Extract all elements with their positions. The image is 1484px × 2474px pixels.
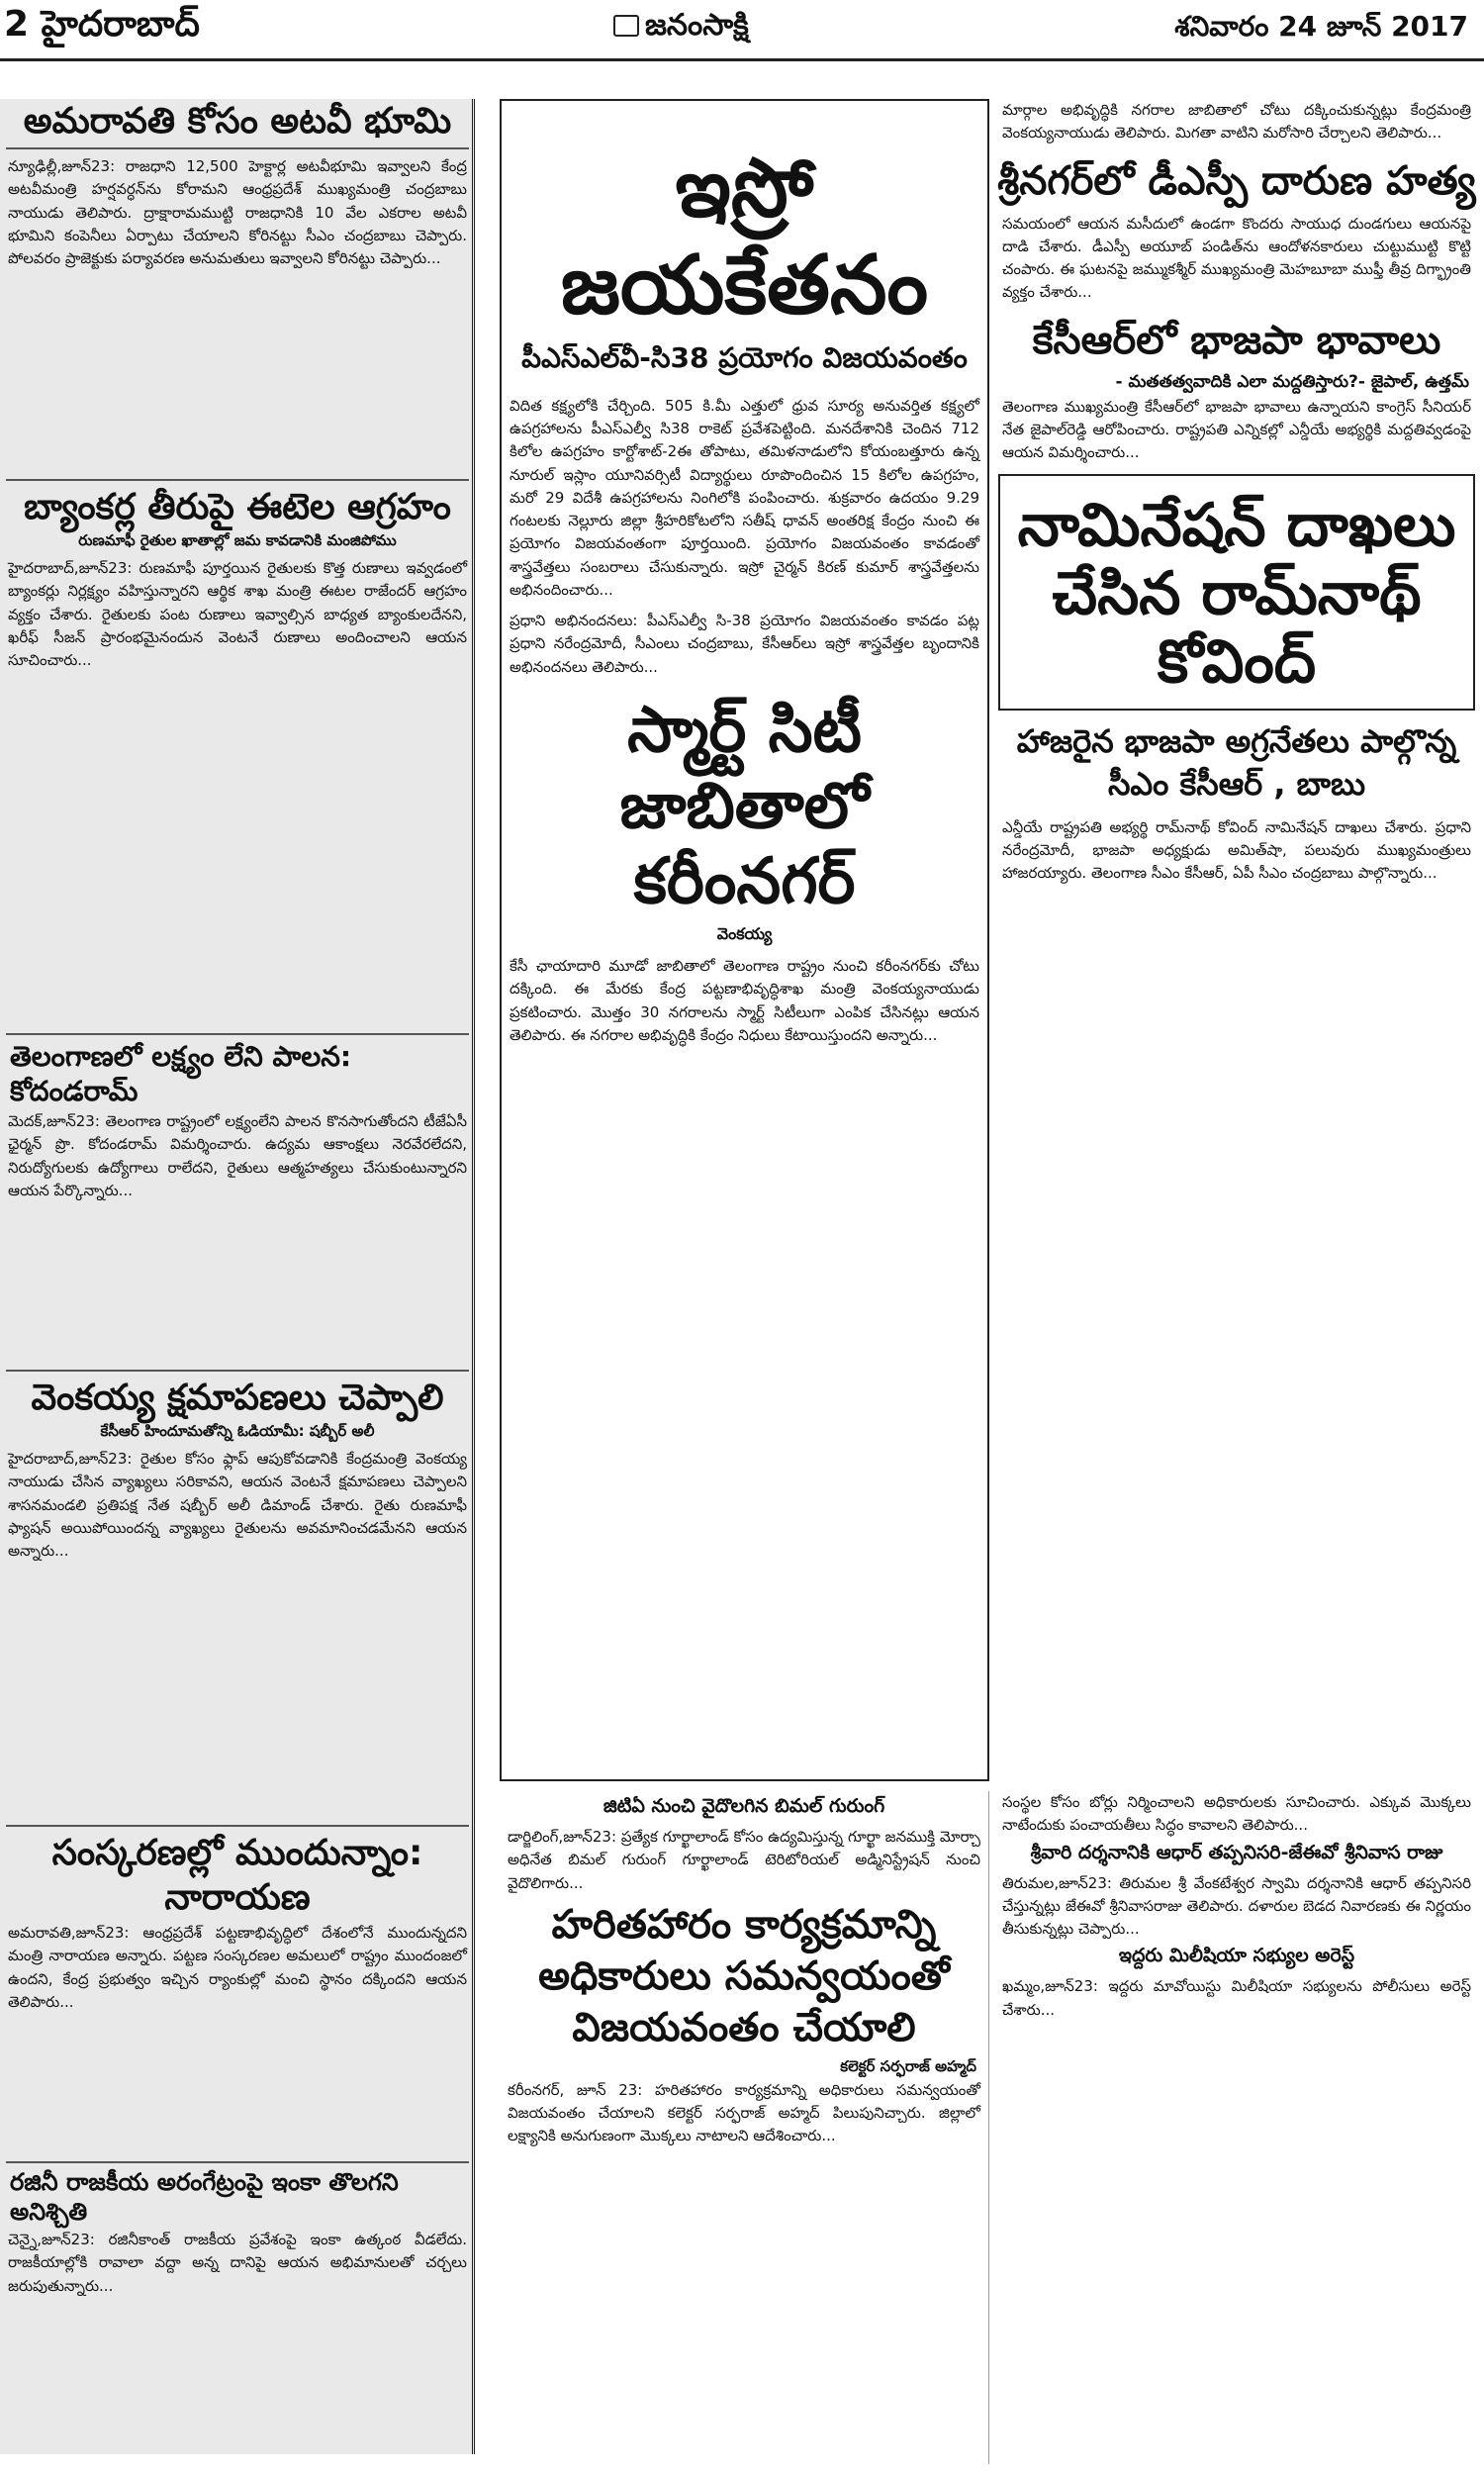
srinagar-body: సమయంలో ఆయన మసీదులో ఉండగా కొందరు సాయుధ దుండగులు ఆయనపై దాడి చేశారు. డీఎస్పీ అయూబ్‌ పండిత్‌ను ఆందోళనకారులు చుట్టుముట్టి కొట్టి చంపారు. ఈ ఘటనపై జమ్ముకశ్మీర్ ముఖ్యమంత్రి మెహబూబా ముఫ్తీ తీవ్ర దిగ్భ్రాంతి వ్యక్తం చేశారు... bbox=[1002, 214, 1471, 302]
divider bbox=[6, 1370, 469, 1372]
article-kodandaram bbox=[0, 1029, 475, 1366]
article-rajini bbox=[0, 2157, 475, 2454]
militia-arrest-headline: ఇద్దరు మిలీషియా సభ్యుల అరెస్ట్ bbox=[1118, 1945, 1355, 1967]
article-bankers bbox=[0, 475, 475, 1029]
kcr-bjp-headline: కేసీఆర్‌లో భాజపా భావాలు bbox=[1032, 317, 1441, 363]
paper-name-text: జనంసాక్షి bbox=[645, 8, 749, 43]
sidebar bbox=[0, 99, 475, 2454]
article-headline: తెలంగాణలో లక్ష్యం లేని పాలన: కోదండరామ్‌ bbox=[10, 1040, 352, 1107]
issue-date: శనివారం 24 జూన్ 2017 bbox=[1174, 10, 1468, 43]
lead-story-box bbox=[500, 99, 989, 1781]
article-body: హైదరాబాద్,జూన్23: రుణమాఫీ పూర్తయిన రైతులకు కొత్త రుణాలు ఇవ్వడంలో బ్యాంకర్లు నిర్లక్ష్యం వహిస్తున్నారని ఆర్థిక శాఖ మంత్రి ఈటల రాజేందర్ ఆగ్రహం వ్యక్తం చేశారు. రైతులకు పంట రుణాలు ఇవ్వాల్సిన బాధ్యత బ్యాంకులదేనని, ఖరీఫ్‌ సీజన్‌ ప్రారంభమైనందున వెంటనే రుణాలు అందించాలని ఆయన సూచించారు... bbox=[8, 559, 467, 669]
article-body: న్యూఢిల్లీ,జూన్23: రాజధాని 12,500 హెక్టార్ల అటవీభూమి ఇవ్వాలని కేంద్ర అటవీమంత్రి హర్షవర్ధన్‌ను కోరామని ఆంధ్రప్రదేశ్‌ ముఖ్యమంత్రి చంద్రబాబు నాయుడు తెలిపారు. ద్రాక్షారామముట్టి రాజధానికి 10 వేల ఎకరాల అటవీ భూమిని కంపెనీలు ఏర్పాటు చేయాలని కోరినట్టు సీఎం చంద్రబాబు చెప్పారు. పోలవరం ప్రాజెక్టుకు పర్యావరణ అనుమతులు ఇవ్వాలని కోరినట్టు చెప్పారు... bbox=[8, 157, 467, 267]
page-label: 2 హైదరాబాద్ bbox=[4, 4, 200, 45]
article-subhead: రుణమాఫీ రైతుల ఖాతాల్లో జమ కావడానికి మంజిపోము bbox=[78, 531, 397, 549]
kovind-subheadline: హాజరైన భాజపా అగ్రనేతలు పాల్గొన్న సీఎం కేసీఆర్ , బాబు bbox=[1016, 722, 1457, 804]
lead-headline: ఇస్రో జయకేతనం bbox=[560, 142, 929, 333]
kcr-bjp-strap: - మతతత్వవాదికి ఎలా మద్దతిస్తారు?- జైపాల్‌, ఉత్తమ్‌ bbox=[1115, 371, 1469, 392]
divider bbox=[6, 2161, 469, 2163]
right-column bbox=[994, 99, 1479, 1781]
article-headline: రజినీ రాజకీయ అరంగేట్రంపై ఇంకా తొలగని అనిశ్చితి bbox=[10, 2168, 399, 2226]
divider bbox=[6, 1825, 469, 1827]
article-headline: వెంకయ్య క్షమాపణలు చెప్పాలి bbox=[31, 1378, 444, 1418]
masthead bbox=[0, 0, 1484, 61]
lead-body-continued: ప్రధాని అభినందనలు: పీఎస్‌ఎల్వీ సి-38 ప్రయోగం విజయవంతం కావడం పట్ల ప్రధాని నరేంద్రమోదీ, సీఎంలు చంద్రబాబు, కేసీఆర్‌లు ఇస్రో శాస్త్రవేత్తల బృందానికి అభినందనలు తెలిపారు... bbox=[510, 612, 979, 676]
article-body: హైదరాబాద్‌,జూన్‌23: రైతుల కోసం ఫ్లాప్‌ ఆపుకోవడానికి కేంద్రమంత్రి వెంకయ్య నాయుడు చేసిన వ్యాఖ్యలు సరికావని, ఆయన వెంటనే క్షమాపణలు చెప్పాలని శాసనమండలి ప్రతిపక్ష నేత షబ్బీర్‌ అలీ డిమాండ్‌ చేశారు. రైతు రుణమాఫీ ఫ్యాషన్‌ అయిపోయిందన్న వ్యాఖ్యలు రైతులను అవమానించడమేనని ఆయన అన్నారు... bbox=[8, 1450, 467, 1560]
article-headline: బ్యాంకర్ల తీరుపై ఈటెల ఆగ్రహం bbox=[24, 487, 451, 527]
divider bbox=[6, 479, 469, 481]
article-amaravati bbox=[0, 99, 475, 475]
lead-subheadline: పీఎస్‌ఎల్‌వీ-సి38 ప్రయోగం విజయవంతం bbox=[521, 340, 968, 374]
bottom-section bbox=[485, 1791, 1484, 2464]
newspaper-logo-icon bbox=[613, 15, 639, 37]
divider bbox=[6, 147, 469, 149]
haritha-haram-headline: హరితహారం కార్యక్రమాన్ని అధికారులు సమన్వయంతో విజయవంతం చేయాలి bbox=[538, 1901, 950, 2050]
lead-body: విదిత కక్ష్యలోకి చేర్చింది. 505 కి.మీ ఎత్తులో ధ్రువ సూర్య అనువర్తిత కక్ష్యలో ఉపగ్రహాలను పీఎస్‌ఎల్వీ సి38 రాకెట్ ప్రవేశపెట్టింది. మనదేశానికి చెందిన 712 కిలోల ఉపగ్రహం కార్టోశాట్-2ఈ తోపాటు, తమిళనాడులోని కోయంబత్తూరు ఉన్న నూరుల్ ఇస్లాం యూనివర్సిటీ విద్యార్థులు రూపొందించిన 15 కిలోల ఉపగ్రహం, మరో 29 విదేశీ ఉపగ్రహాలను నింగిలోకి పంపించారు. శుక్రవారం ఉదయం 9.29 గంటలకు నెల్లూరు జిల్లా శ్రీహరికోటలోని సతీష్‌ ధావన్‌ అంతరిక్ష కేంద్రం నుంచి ఈ ప్రయోగం విజయవంతంగా పూర్తయింది. ప్రయోగం విజయవంతం కావడంతో శాస్త్రవేత్తలు సంబరాలు చేసుకున్నారు. ఇస్రో చైర్మన్‌ కిరణ్‌ కుమార్‌ శాస్త్రవేత్తలను అభినందించారు... bbox=[510, 396, 979, 599]
article-body: మెదక్‌,జూన్23: తెలంగాణ రాష్ట్రంలో లక్ష్యంలేని పాలన కొనసాగుతోందని టీజేఏసీ ఛైర్మన్ ప్రొ. కోదండరామ్‌ విమర్శించారు. ఉద్యమ ఆకాంక్షలు నెరవేరలేదని, నిరుద్యోగులకు ఉద్యోగాలు రాలేదని, రైతులు ఆత్మహత్యలు చేసుకుంటున్నారని ఆయన పేర్కొన్నారు... bbox=[8, 1112, 467, 1199]
kovind-body: ఎన్డీయే రాష్ట్రపతి అభ్యర్థి రామ్‌నాథ్‌ కోవింద్‌ నామినేషన్ దాఖలు చేశారు. ప్రధాని నరేంద్రమోదీ, భాజపా అధ్యక్షుడు అమిత్‌షా, పలువురు ముఖ్యమంత్రులు హాజరయ్యారు. తెలంగాణ సీఎం కేసీఆర్‌, ఏపీ సీఎం చంద్రబాబు పాల్గొన్నారు... bbox=[1002, 817, 1471, 883]
article-narayana bbox=[0, 1821, 475, 2157]
srinagar-headline: శ్రీనగర్‌లో డీఎస్పీ దారుణ హత్య bbox=[997, 157, 1476, 204]
continued-body: సంస్థల కోసం బోర్లు నిర్మించాలని అధికారులకు సూచించారు. ఎక్కువ మొక్కలు నాటేందుకు పంచాయతీలు సిద్ధం కావాలని తెలిపారు... bbox=[1002, 1793, 1471, 1835]
gurung-headline: జిటిఏ నుంచి వైదొలగిన బిమల్ గురుంగ్ bbox=[603, 1795, 885, 1817]
kcr-bjp-body: తెలంగాణ ముఖ్యమంత్రి కేసీఆర్‌లో భాజపా భావాలు ఉన్నాయని కాంగ్రెస్ సీనియర్ నేత జైపాల్‌రెడ్డి ఆరోపించారు. రాష్ట్రపతి ఎన్నికల్లో ఎన్డీయే అభ్యర్థికి మద్దతివ్వడంపై ఆయన విమర్శించారు... bbox=[1002, 397, 1471, 461]
article-headline: సంస్కరణల్లో ముందున్నాం: నారాయణ bbox=[51, 1833, 423, 1918]
article-body: చెన్నై,జూన్‌23: రజినీకాంత్‌ రాజకీయ ప్రవేశంపై ఇంకా ఉత్కంఠ వీడలేదు. రాజకీయాల్లోకి రావాలా వద్దా అన్న దానిపై ఆయన అభిమానులతో చర్చలు జరుపుతున్నారు... bbox=[8, 2231, 467, 2295]
aadhaar-headline: శ్రీవారి దర్శనానికి ఆధార్‌ తప్పనిసరి-జేఈవో శ్రీనివాస రాజు bbox=[1030, 1841, 1443, 1863]
aadhaar-body: తిరుమల,జూన్‌23: తిరుమల శ్రీ వేంకటేశ్వర స్వామి దర్శనానికి ఆధార్‌ తప్పనిసరి చేస్తున్నట్లు జేఈవో శ్రీనివాసరాజు తెలిపారు. దళారుల బెడద నివారణకు ఈ నిర్ణయం తీసుకున్నట్లు చెప్పారు... bbox=[1002, 1873, 1471, 1938]
smart-city-headline: స్మార్ట్ సిటీ జాబితాలో కరీంనగర్ bbox=[619, 693, 870, 919]
gurung-body: డార్జిలింగ్‌,జూన్‌23: ప్రత్యేక గూర్ఖాలాండ్‌ కోసం ఉద్యమిస్తున్న గూర్ఖా జనముక్తి మోర్చా అధినేత బిమల్‌ గురుంగ్‌ గూర్ఖాలాండ్‌ టెరిటోరియల్‌ అడ్మినిస్ట్రేషన్‌ నుంచి వైదొలిగారు... bbox=[508, 1828, 980, 1892]
article-body: అమరావతి,జూన్‌23: ఆంధ్రప్రదేశ్ పట్టణాభివృద్ధిలో దేశంలోనే ముందున్నదని మంత్రి నారాయణ అన్నారు. పట్టణ సంస్కరణల అమలులో రాష్ట్రం ముందంజలో ఉందని, కేంద్ర ప్రభుత్వం ఇచ్చిన ర్యాంకుల్లో మంచి స్థానం దక్కిందని ఆయన తెలిపారు... bbox=[8, 1924, 467, 2011]
article-subhead: కేసీఆర్ హిందూమతోన్ని ఓడియామీ: షబ్బీర్ అలీ bbox=[100, 1422, 375, 1440]
haritha-haram-body: కరీంనగర్‌, జూన్ 23: హరితహారం కార్యక్రమాన్ని అధికారులు సమన్వయంతో విజయవంతం చేయాలని కలెక్టర్ సర్ఫరాజ్‌ అహ్మద్‌ పిలుపునిచ్చారు. జిల్లాలో లక్ష్యానికి అనుగుణంగా మొక్కలు నాటాలని ఆదేశించారు... bbox=[508, 2080, 980, 2145]
smart-city-body: కేసీ ఛాయాదారి మూడో జాబితాలో తెలంగాణ రాష్ట్రం నుంచి కరీంనగర్‌కు చోటు దక్కింది. ఈ మేరకు కేంద్ర పట్టణాభివృద్ధిశాఖ మంత్రి వెంకయ్యనాయుడు ప్రకటించారు. మొత్తం 30 నగరాలను స్మార్ట్‌ సిటీలుగా ఎంపిక చేసినట్లు ఆయన తెలిపారు. ఈ నగరాల అభివృద్ధికి కేంద్రం నిధులు కేటాయిస్తుందని అన్నారు... bbox=[510, 957, 979, 1044]
militia-arrest-body: ఖమ్మం,జూన్‌23: ఇద్దరు మావోయిస్టు మిలీషియా సభ్యులను పోలీసులు అరెస్ట్ చేశారు... bbox=[1002, 1977, 1471, 2019]
bottom-right-column bbox=[994, 1791, 1479, 2464]
article-venkaiah bbox=[0, 1366, 475, 1821]
paper-name bbox=[613, 8, 749, 49]
kovind-box bbox=[998, 474, 1475, 711]
article-headline: అమరావతి కోసం అటవీ భూమి bbox=[23, 101, 452, 142]
bottom-left-column bbox=[500, 1791, 989, 2464]
haritha-haram-byline: కలెక్టర్ సర్ఫరాజ్ అహ్మద్ bbox=[840, 2056, 976, 2075]
kovind-headline: నామినేషన్ దాఖలు చేసిన రామ్‌నాథ్ కోవింద్ bbox=[1017, 491, 1456, 698]
divider bbox=[6, 1033, 469, 1035]
smart-city-byline: వెంకయ్య bbox=[716, 924, 773, 944]
continued-body: మార్గాల అభివృద్ధికి నగరాల జాబితాలో చోటు దక్కించుకున్నట్లు కేంద్రమంత్రి వెంకయ్యనాయుడు తెలిపారు. మిగతా వాటిని మరోసారి చేర్చాలని తెలిపారు... bbox=[1002, 101, 1471, 143]
